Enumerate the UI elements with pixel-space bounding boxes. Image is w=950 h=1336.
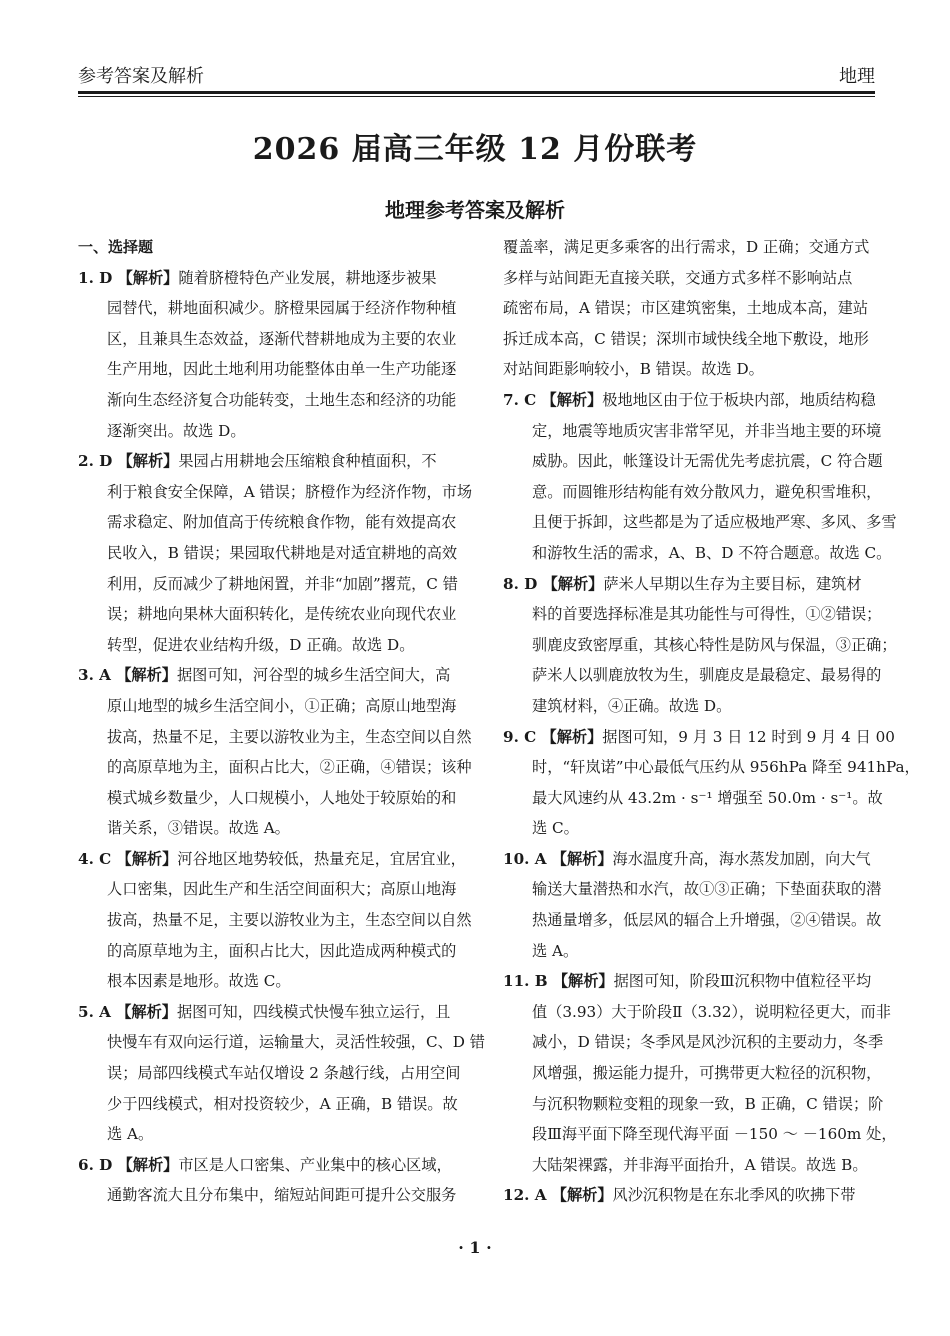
analysis-tag: 【解析】 [117,1155,179,1174]
answer-line: 对站间距影响较小，B 错误。故选 D。 [503,360,764,379]
header-rule-thin [78,96,875,97]
answer-line: 原山地型的城乡生活空间小，①正确；高原山地型海 [107,696,457,715]
answer-text: 河谷地区地势较低，热量充足，宜居宜业， [177,849,466,868]
answer-line: 少于四线模式，相对投资较少，A 正确，B 错误。故 [107,1094,458,1113]
answer-key: 2. D [78,452,118,471]
answer-line: 通勤客流大且分布集中，缩短站间距可提升公交服务 [107,1186,457,1205]
header-doc-type: 参考答案及解析 [78,66,204,87]
answer-line: 定，地震等地质灾害非常罕见，并非当地主要的环境 [532,421,882,440]
answer-text: 萨米人早期以生存为主要目标，建筑材 [603,574,862,593]
answer-line: 人口密集，因此生产和生活空间面积大；高原山地海 [107,880,457,899]
answer-line: 多样与站间距无直接关联，交通方式多样不影响站点 [503,268,853,287]
answer-item [503,1180,875,1211]
analysis-tag: 【解析】 [541,727,603,746]
page-subtitle: 地理参考答案及解析 [385,198,565,222]
answer-first-line [503,1180,875,1211]
answer-first-line [503,722,895,753]
answer-key: 1. D [78,268,118,287]
answer-line: 料的首要选择标准是其功能性与可得性，①②错误； [532,605,882,624]
answer-line: 驯鹿皮致密厚重，其核心特性是防风与保温，③正确； [532,635,897,654]
answer-text: 随着脐橙特色产业发展，耕地逐步被果 [178,268,437,287]
answer-line: 谐关系，③错误。故选 A。 [107,819,290,838]
answer-line: 园替代，耕地面积减少。脐橙果园属于经济作物种植 [107,299,457,318]
header-rule-thick [78,91,875,94]
right-column [503,232,920,1211]
answer-key: 9. C [503,727,542,746]
analysis-tag: 【解析】 [551,1186,613,1205]
answer-key: 6. D [78,1155,118,1174]
answer-line: 转型，促进农业结构升级，D 正确。故选 D。 [107,635,415,654]
answer-text: 极地地区由于位于板块内部，地质结构稳 [602,390,876,409]
answer-line: 且便于拆卸，这些都是为了适应极地严寒、多风、多雪 [532,513,897,532]
analysis-tag: 【解析】 [116,1002,177,1021]
answer-line: 与沉积物颗粒变粗的现象一致，B 正确，C 错误；阶 [532,1094,884,1113]
answer-line: 选 A。 [107,1125,154,1144]
answer-first-line [503,385,875,416]
answer-line: 萨米人以驯鹿放牧为生，驯鹿皮是最稳定、最易得的 [532,666,882,685]
answer-item [78,997,485,1150]
answer-line: 利于粮食安全保障，A 错误；脐橙作为经济作物，市场 [107,482,473,501]
answer-line: 根本因素是地形。故选 C。 [107,972,291,991]
answer-line: 威胁。因此，帐篷设计无需优先考虑抗震，C 符合题 [532,452,883,471]
analysis-tag: 【解析】 [117,268,179,287]
answer-line: 和游牧生活的需求，A、B、D 不符合题意。故选 C。 [532,543,892,562]
answer-key: 12. A [503,1186,552,1205]
answer-item [78,844,472,997]
answer-key: 10. A [503,849,552,868]
answer-line: 段Ⅲ海平面下降至现代海平面 －150 ～ －160m 处， [532,1125,897,1144]
answer-line: 拔高，热量不足，主要以游牧业为主，生态空间以自然 [107,727,472,746]
answer-first-line [78,263,463,294]
answer-first-line [78,1150,463,1181]
analysis-tag: 【解析】 [551,849,613,868]
answer-item [503,385,897,569]
answer-line: 疏密布局，A 错误；市区建筑密集，土地成本高，建站 [503,299,869,318]
left-answer-list [78,263,485,1211]
answer-line: 输送大量潜热和水汽，故①③正确；下垫面获取的潜 [532,880,882,899]
answer-line: 大陆架裸露，并非海平面抬升，A 错误。故选 B。 [532,1155,868,1174]
answer-key: 5. A [78,1002,117,1021]
answer-line: 民收入，B 错误；果园取代耕地是对适宜耕地的高效 [107,543,458,562]
answer-line: 的高原草地为主，面积占比大，因此造成两种模式的 [107,941,457,960]
answer-line: 值（3.93）大于阶段Ⅱ（3.32），说明粒径更大，而非 [532,1002,891,1021]
answer-first-line [78,660,463,691]
answer-line: 逐渐突出。故选 D。 [107,421,246,440]
analysis-tag: 【解析】 [541,390,603,409]
continued-answer-6 [503,232,875,385]
answer-line: 拆迁成本高，C 错误；深圳市域快线全地下敷设，地形 [503,329,869,348]
answer-line: 最大风速约从 43.2m · s⁻¹ 增强至 50.0m · s⁻¹。故 [532,788,883,807]
page-header [78,58,875,90]
section-heading: 一、选择题 [78,238,154,256]
answer-item [503,966,897,1180]
answer-text: 果园占用耕地会压缩粮食种植面积，不 [178,452,437,471]
left-column [78,232,485,1211]
answer-line: 覆盖率，满足更多乘客的出行需求，D 正确；交通方式 [503,238,870,256]
answer-text: 据图可知，9 月 3 日 12 时到 9 月 4 日 00 [602,727,895,746]
answer-item [78,660,472,844]
answer-line: 选 A。 [532,941,579,960]
answer-key: 7. C [503,390,542,409]
answer-line: 生产用地，因此土地利用功能整体由单一生产功能逐 [107,360,457,379]
answer-line: 区，且兼具生态效益，逐渐代替耕地成为主要的农业 [107,329,457,348]
answer-line: 拔高，热量不足，主要以游牧业为主，生态空间以自然 [107,911,472,930]
answer-text: 据图可知，阶段Ⅲ沉积物中值粒径平均 [613,972,872,991]
answer-line: 的高原草地为主，面积占比大，②正确，④错误；该种 [107,758,472,777]
answer-item [78,263,463,447]
answer-first-line [78,997,463,1028]
answer-line: 渐向生态经济复合功能转变，土地生态和经济的功能 [107,390,457,409]
answer-item [503,844,882,966]
answer-item [503,569,897,722]
answer-first-line [78,446,463,477]
answer-key: 3. A [78,666,117,685]
answer-text: 据图可知，河谷型的城乡生活空间大，高 [176,666,451,685]
answer-line: 误；局部四线模式车站仅增设 2 条越行线，占用空间 [107,1064,461,1083]
analysis-tag: 【解析】 [117,452,179,471]
answer-line: 风增强，搬运能力提升，可携带更大粒径的沉积物， [532,1064,882,1083]
answer-item [503,722,920,844]
answer-line: 建筑材料，④正确。故选 D。 [532,696,732,715]
answer-line: 快慢车有双向运行道，运输量大，灵活性较强，C、D 错 [107,1033,485,1052]
answer-first-line [503,844,875,875]
answer-line: 利用，反而减少了耕地闲置，并非“加剧”撂荒，C 错 [107,574,458,593]
answer-text: 据图可知，四线模式快慢车独立运行，且 [176,1002,451,1021]
answer-item [78,446,473,660]
answer-line: 模式城乡数量少，人口规模小，人地处于较原始的和 [107,788,457,807]
answer-line: 需求稳定、附加值高于传统粮食作物，能有效提高农 [107,513,457,532]
answer-first-line [503,569,875,600]
answer-line: 热通量增多，低层风的辐合上升增强，②④错误。故 [532,911,882,930]
answer-text: 海水温度升高，海水蒸发加剧，向大气 [612,849,871,868]
page-number: · 1 · [458,1238,492,1257]
answer-line: 误；耕地向果林大面积转化，是传统农业向现代农业 [107,605,457,624]
answer-line: 时，“轩岚诺”中心最低气压约从 956hPa 降至 941hPa， [532,758,920,777]
answer-line: 减小，D 错误；冬季风是风沙沉积的主要动力，冬季 [532,1033,884,1052]
answer-key: 8. D [503,574,543,593]
page-title: 2026 届高三年级 12 月份联考 [252,132,698,167]
answer-key: 4. C [78,849,117,868]
header-subject: 地理 [839,66,875,87]
answer-item [78,1150,463,1211]
answer-first-line [78,844,466,875]
answer-text: 风沙沉积物是在东北季风的吹拂下带 [612,1186,856,1205]
answer-line: 选 C。 [532,819,579,838]
analysis-tag: 【解析】 [116,849,178,868]
analysis-tag: 【解析】 [552,972,614,991]
answer-key: 11. B [503,972,553,991]
answer-line: 意。而圆锥形结构能有效分散风力，避免积雪堆积， [532,482,882,501]
analysis-tag: 【解析】 [116,666,177,685]
analysis-tag: 【解析】 [542,574,604,593]
answer-first-line [503,966,875,997]
right-answer-list [503,385,920,1211]
answer-text: 市区是人口密集、产业集中的核心区域， [178,1155,452,1174]
